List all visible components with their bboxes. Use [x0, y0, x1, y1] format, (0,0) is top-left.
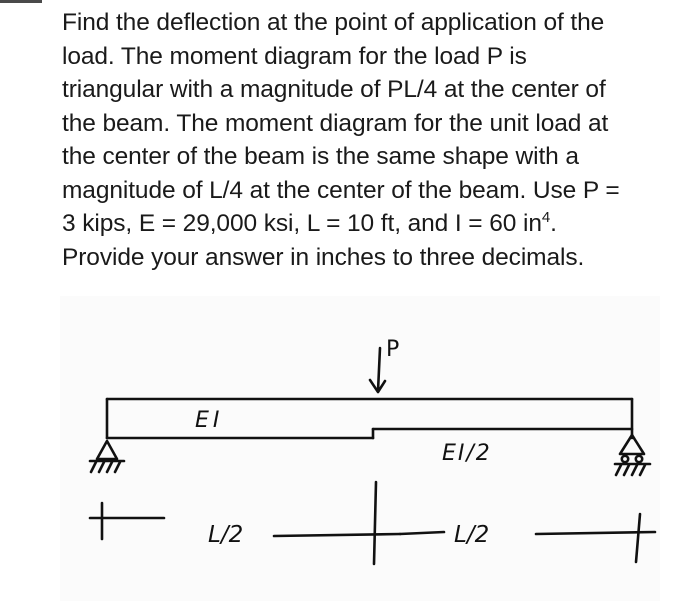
problem-line-6: magnitude of L/4 at the center of the beam. Use P =: [62, 176, 620, 204]
problem-line-4: the beam. The moment diagram for the unit load at: [62, 109, 609, 137]
left-pin-support: [90, 441, 124, 472]
problem-line-7-text: 3 kips, E = 29,000 ksi, L = 10 ft, and I = 60 in: [62, 210, 542, 237]
top-accent-bar: [0, 0, 42, 3]
left-span-label: L/2: [208, 522, 244, 548]
right-support-hatch: [632, 465, 637, 475]
right-support-roller: [636, 456, 642, 462]
right-roller-support: [615, 435, 650, 475]
right-support-roller: [622, 456, 628, 462]
left-support-hatch: [99, 462, 104, 472]
span-dimension: [90, 482, 655, 564]
problem-line-5: the center of the beam is the same shape with a: [62, 143, 579, 170]
load-arrow-shaft: [378, 348, 380, 391]
problem-line-8: Provide your answer in inches to three decimals.: [62, 243, 585, 271]
problem-line-2: load. The moment diagram for the load P is: [62, 42, 527, 70]
dimension-line-middle-right: [400, 532, 444, 534]
dimension-tick-right: [636, 514, 640, 562]
left-support-hatch: [115, 462, 120, 472]
load-label: P: [386, 337, 400, 362]
dimension-line-middle-left: [274, 534, 400, 536]
right-support-hatch: [616, 465, 621, 475]
right-section-label: EI/2: [442, 441, 492, 466]
left-support-hatch: [107, 462, 112, 472]
problem-line-7-end: .: [550, 210, 557, 237]
problem-statement: [62, 6, 686, 274]
left-support-hatch: [91, 462, 96, 472]
moment-of-inertia-exponent: 4: [541, 209, 551, 226]
problem-line-1: Find the deflection at the point of application of the: [62, 9, 605, 36]
problem-line-7: [62, 207, 686, 241]
load-arrow: [370, 348, 385, 392]
beam-sketch: [60, 296, 660, 601]
beam-outline: [107, 399, 632, 438]
problem-line-3: triangular with a magnitude of PL/4 at the center of: [62, 76, 606, 103]
right-support-hatch: [640, 465, 645, 475]
right-support-hatch: [624, 465, 629, 475]
left-section-label: EI: [195, 408, 224, 433]
right-span-label: L/2: [454, 522, 490, 548]
beam-diagram: [60, 296, 660, 601]
left-support-triangle: [97, 441, 117, 459]
dimension-tick-center: [374, 482, 376, 564]
